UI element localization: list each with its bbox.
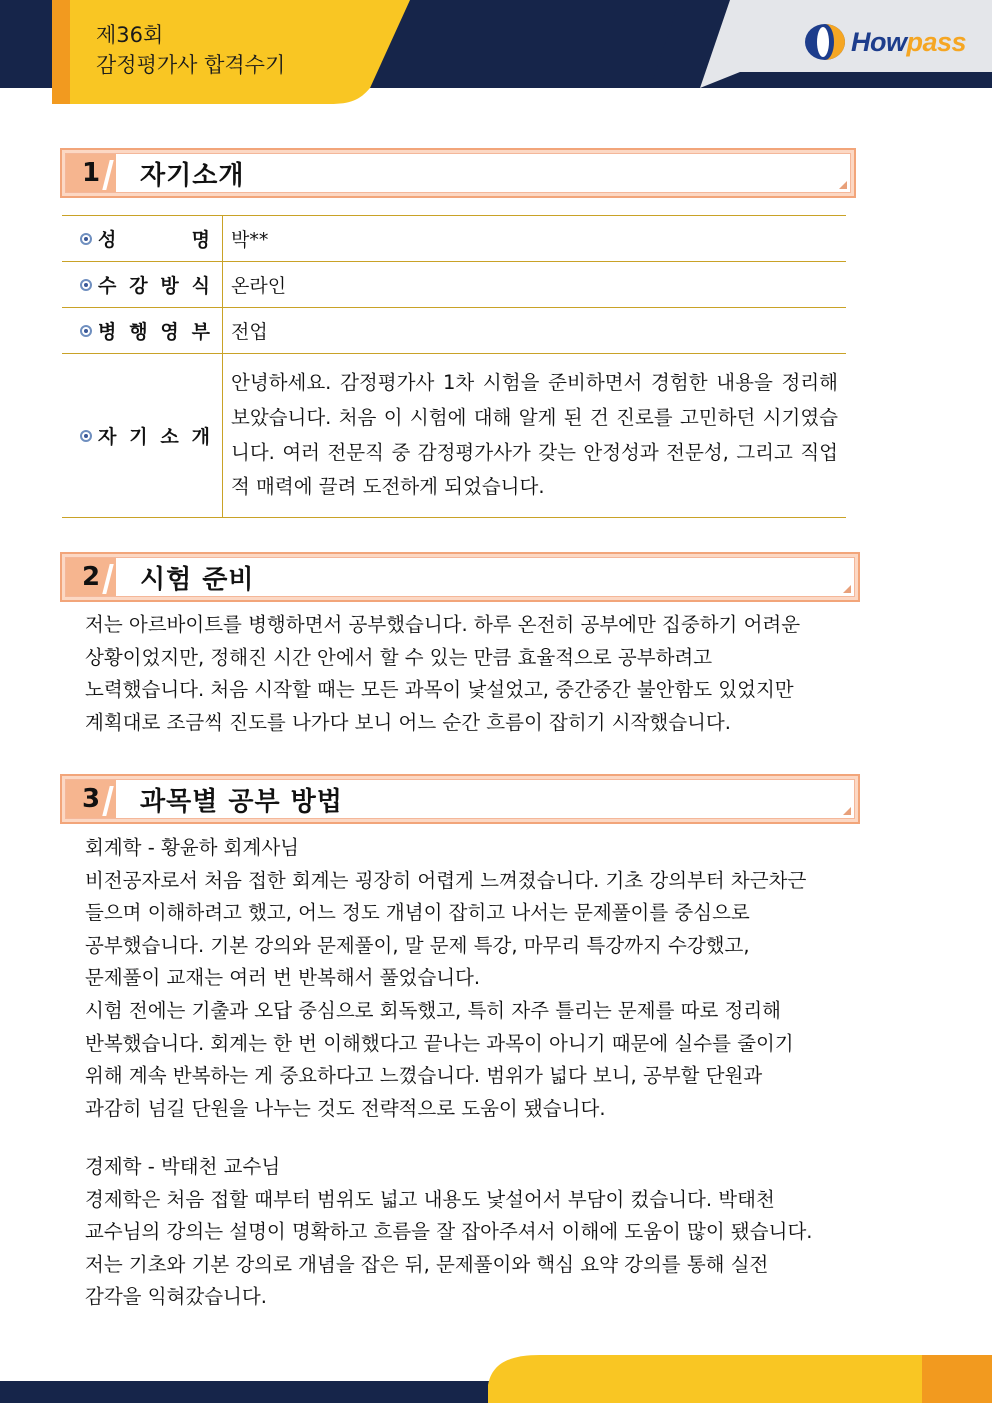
text-line: 계획대로 조금씩 진도를 나가다 보니 어느 순간 흐름이 잡히기 시작했습니다. xyxy=(85,710,731,734)
label-cell xyxy=(62,354,223,518)
text-line: 저는 기초와 기본 강의로 개념을 잡은 뒤, 문제풀이와 핵심 요약 강의를 통해 실전 xyxy=(85,1252,769,1276)
section-number: 1 xyxy=(66,154,116,192)
logo-mark-icon xyxy=(803,22,847,62)
table-row xyxy=(62,262,846,308)
prep-paragraph xyxy=(85,609,800,739)
course-label: 수 강 방 식 xyxy=(98,275,210,297)
text-line: 교수님의 강의는 설명이 명확하고 흐름을 잘 잡아주셔서 이해에 도움이 많이 됐습니다. xyxy=(85,1220,813,1244)
table-row xyxy=(62,216,846,262)
accounting-heading: 회계학 - 황윤하 회계사님 xyxy=(85,836,300,859)
section-number: 3 xyxy=(66,780,116,818)
label-cell xyxy=(62,308,223,354)
course-value: 온라인 xyxy=(223,262,847,308)
table-row xyxy=(62,354,846,518)
bullet-icon xyxy=(80,430,92,442)
table-row xyxy=(62,308,846,354)
text-line: 감각을 익혀갔습니다. xyxy=(85,1285,267,1309)
logo-wordmark: Howpass xyxy=(851,26,967,57)
text-line: 반복했습니다. 회계는 한 번 이해했다고 끝나는 과목이 아니기 때문에 실수를 줄이기 xyxy=(85,1031,794,1055)
name-value: 박** xyxy=(223,216,847,262)
text-line: 상황이었지만, 정해진 시간 안에서 할 수 있는 만큼 효율적으로 공부하려고 xyxy=(85,645,713,669)
title-line-1: 제36회 xyxy=(96,23,164,47)
corner-triangle-icon xyxy=(843,807,851,815)
intro-label: 자 기 소 개 xyxy=(98,426,210,448)
text-line: 시험 전에는 기출과 오답 중심으로 회독했고, 특히 자주 틀리는 문제를 따로 정리해 xyxy=(85,998,782,1022)
label-cell xyxy=(62,262,223,308)
text-line: 경제학은 처음 접할 때부터 범위도 넓고 내용도 낯설어서 부담이 컸습니다. 박태천 xyxy=(85,1187,775,1211)
profile-table xyxy=(62,215,846,518)
work-value: 전업 xyxy=(223,308,847,354)
economics-block xyxy=(85,1151,812,1314)
label-cell xyxy=(62,216,223,262)
text-line: 저는 아르바이트를 병행하면서 공부했습니다. 하루 온전히 공부에만 집중하기 어려운 xyxy=(85,613,801,636)
section-title: 과목별 공부 방법 xyxy=(140,786,343,817)
bullet-icon xyxy=(80,233,92,245)
section-number: 2 xyxy=(66,558,116,596)
text-line: 들으며 이해하려고 했고, 어느 정도 개념이 잡히고 나서는 문제풀이를 중심으로 xyxy=(85,901,750,925)
section-header-intro xyxy=(60,148,856,198)
text-line: 위해 계속 반복하는 게 중요하다고 느꼈습니다. 범위가 넓다 보니, 공부할 단원과 xyxy=(85,1064,763,1088)
corner-triangle-icon xyxy=(839,181,847,189)
title-line-2: 감정평가사 합격수기 xyxy=(96,53,286,77)
section-title: 자기소개 xyxy=(140,160,245,191)
text-line: 비전공자로서 처음 접한 회계는 굉장히 어렵게 느껴졌습니다. 기초 강의부터 차근차근 xyxy=(85,868,807,892)
name-label: 성 명 xyxy=(98,229,210,251)
work-label: 병 행 영 부 xyxy=(98,321,210,343)
document-title xyxy=(96,20,285,80)
corner-triangle-icon xyxy=(843,585,851,593)
intro-value: 안녕하세요. 감정평가사 1차 시험을 준비하면서 경험한 내용을 정리해보았습니다. 처음 이 시험에 대해 알게 된 건 진로를 고민하던 시기였습니다. 여러 전문직 중 감정평가사가 갖는 안정성과 전문성, 그리고 직업적 매력에 끌려 도전하게 되었습니다. xyxy=(223,354,847,518)
text-line: 과감히 넘길 단원을 나누는 것도 전략적으로 도움이 됐습니다. xyxy=(85,1096,606,1120)
section-title: 시험 준비 xyxy=(140,564,255,595)
text-line: 노력했습니다. 처음 시작할 때는 모든 과목이 낯설었고, 중간중간 불안함도 있었지만 xyxy=(85,678,794,702)
economics-heading: 경제학 - 박태천 교수님 xyxy=(85,1155,281,1178)
section-header-study xyxy=(60,774,860,824)
footer-decoration xyxy=(0,1355,992,1403)
howpass-logo xyxy=(803,22,966,62)
section-header-prep xyxy=(60,552,860,602)
footer-banner xyxy=(0,1355,992,1403)
text-line: 공부했습니다. 기본 강의와 문제풀이, 말 문제 특강, 마무리 특강까지 수강했고, xyxy=(85,933,750,957)
accounting-block xyxy=(85,832,806,1125)
bullet-icon xyxy=(80,279,92,291)
text-line: 문제풀이 교재는 여러 번 반복해서 풀었습니다. xyxy=(85,966,481,990)
bullet-icon xyxy=(80,325,92,337)
